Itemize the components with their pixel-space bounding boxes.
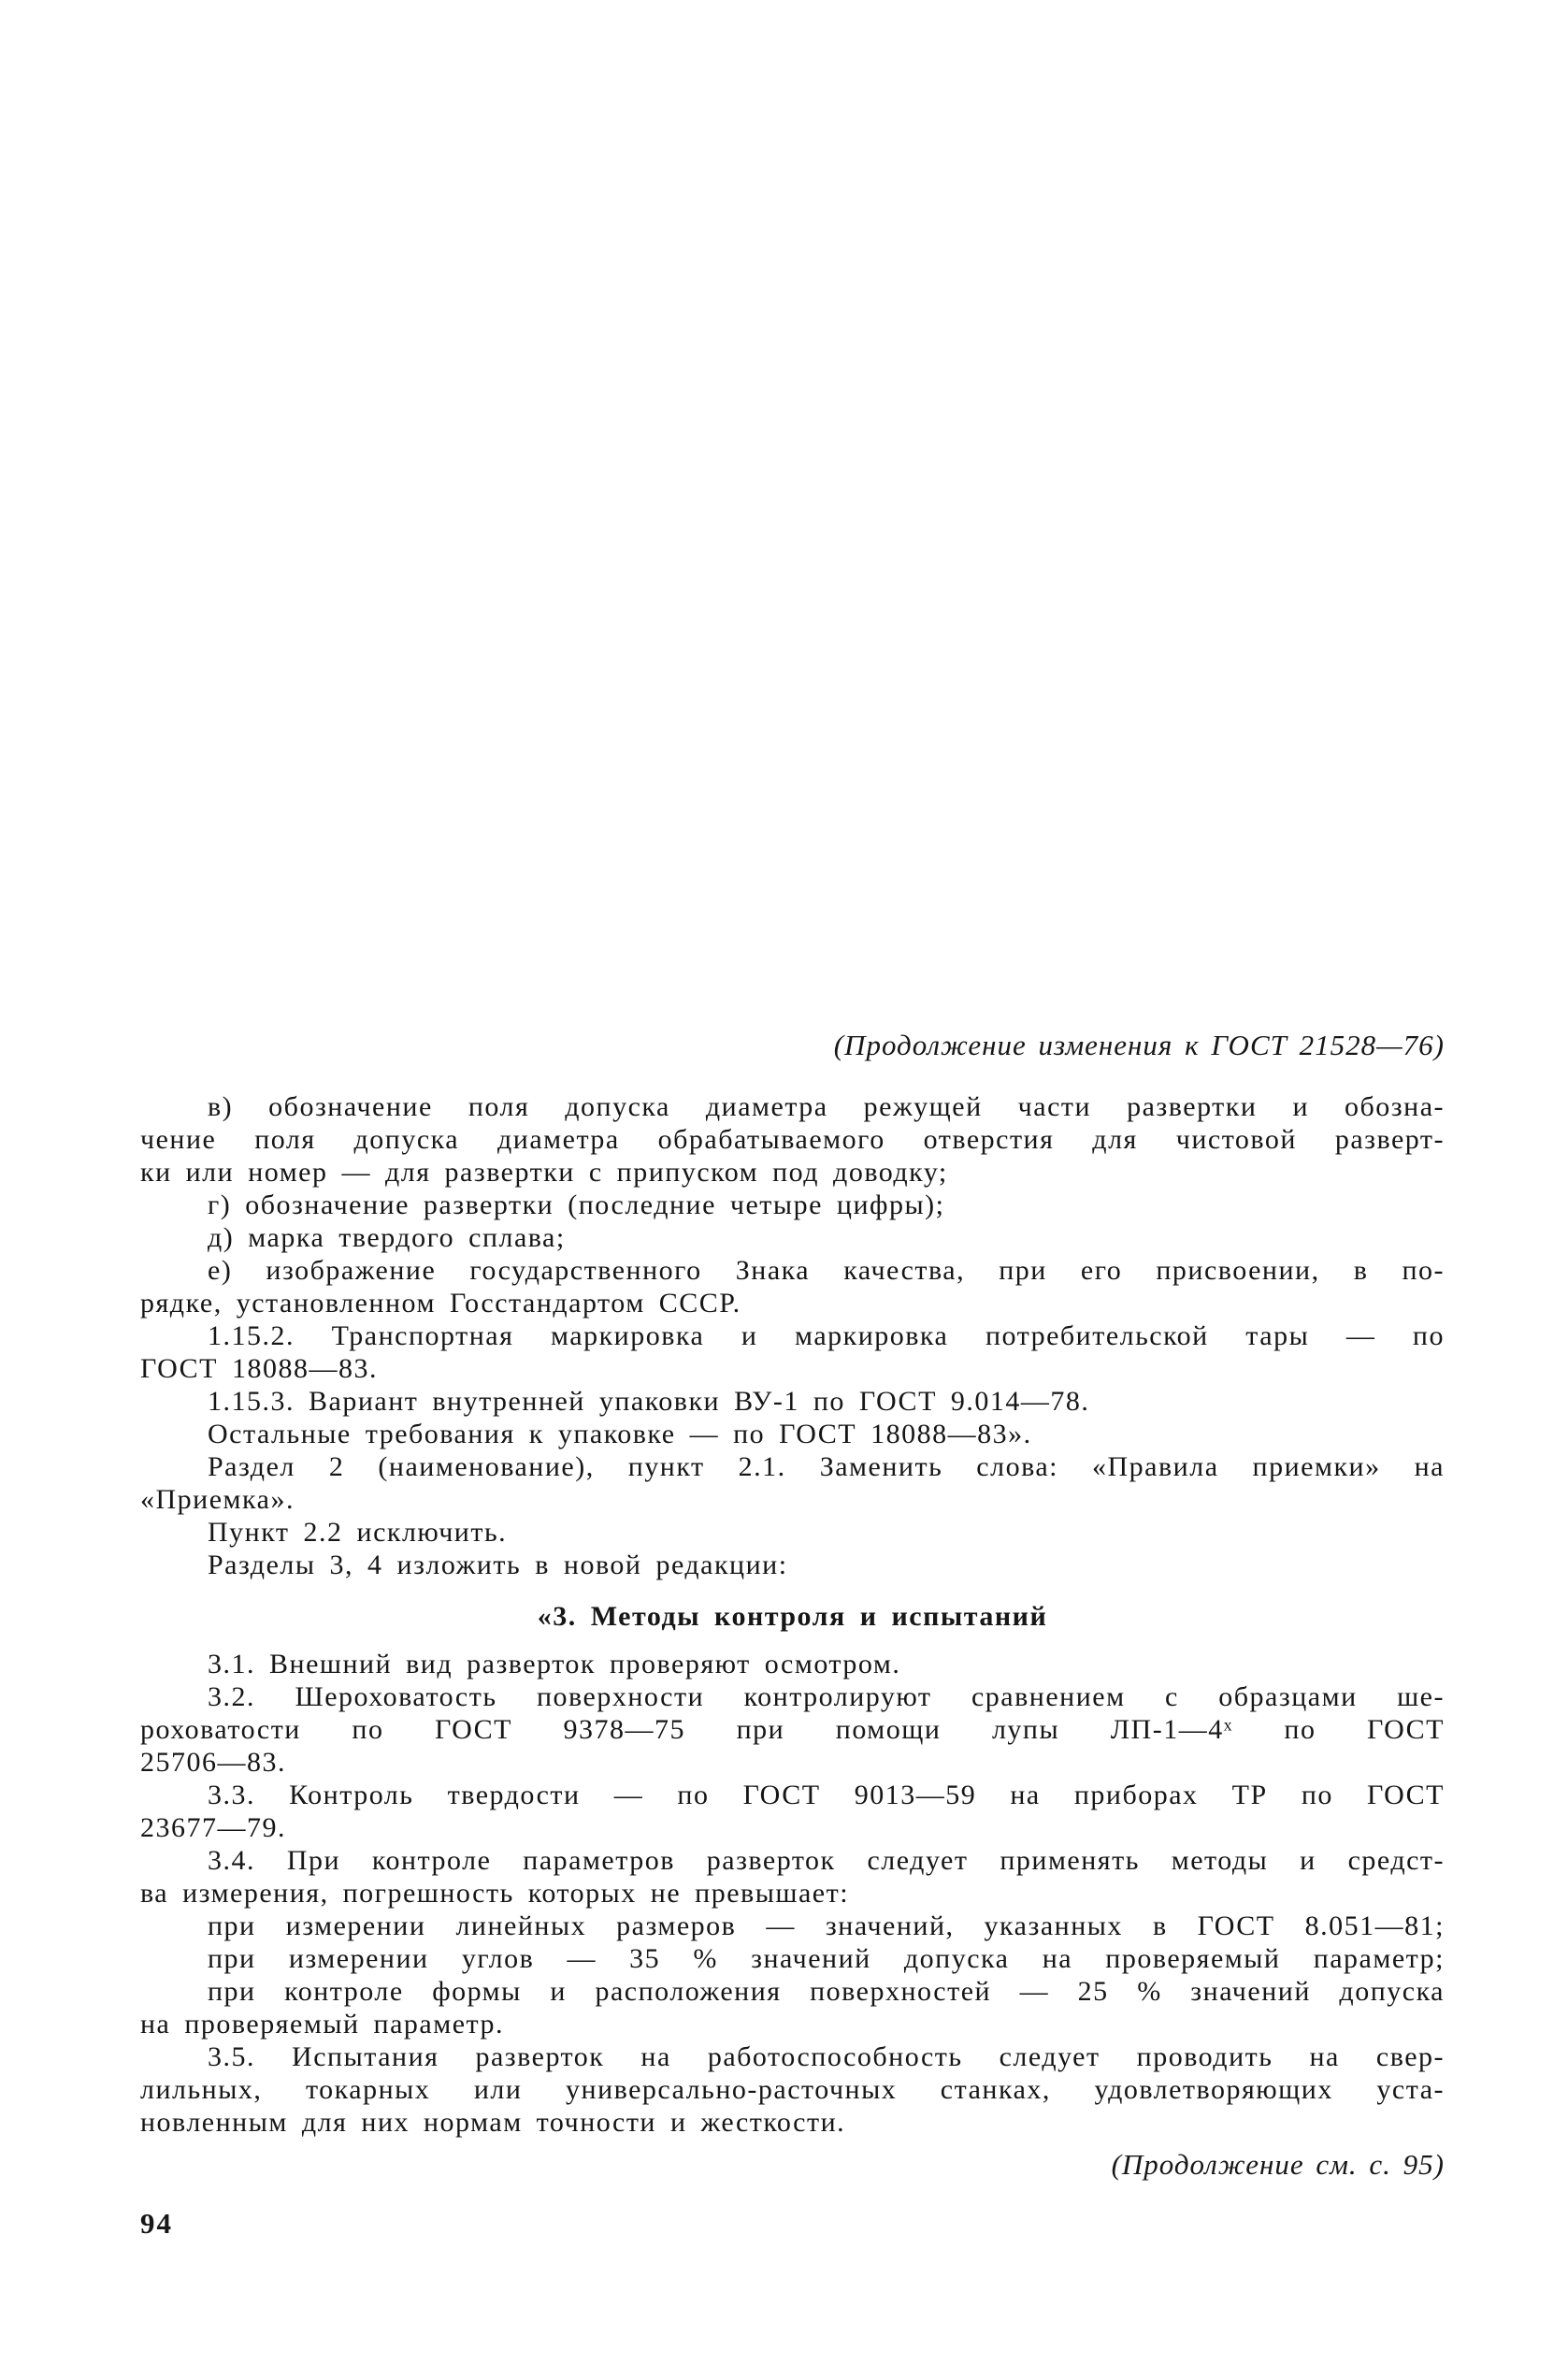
text-line: 25706—83. — [140, 1747, 286, 1778]
text-line: Остальные требования к упаковке — по ГОСТ 18088—83». — [208, 1419, 1032, 1449]
text-line: при измерении линейных размеров — значений, указанных в ГОСТ 8.051—81; — [208, 1910, 1445, 1941]
continuation-footer-note: (Продолжение см. с. 95) — [1111, 2148, 1445, 2181]
section-heading: «3. Методы контроля и испытаний — [537, 1601, 1048, 1632]
text-line: 3.5. Испытания разверток на работоспособность следует проводить на свер- — [208, 2041, 1445, 2072]
text-line: г) обозначение развертки (последние четыре цифры); — [208, 1189, 945, 1220]
text-line: д) марка твердого сплава; — [208, 1222, 566, 1253]
text-line: 1.15.3. Вариант внутренней упаковки ВУ-1 по ГОСТ 9.014—78. — [208, 1386, 1090, 1417]
text-line: в) обозначение поля допуска диаметра режущей части развертки и обозна- — [208, 1091, 1445, 1122]
text-line: ГОСТ 18088—83. — [140, 1353, 378, 1384]
text-line: Раздел 2 (наименование), пункт 2.1. Заменить слова: «Правила приемки» на — [208, 1451, 1445, 1482]
text-block — [140, 1027, 1445, 2184]
text-line: 3.2. Шероховатость поверхности контролируют сравнением с образцами ше- — [208, 1681, 1445, 1712]
text-line: 23677—79. — [140, 1812, 286, 1843]
text-line: Разделы 3, 4 изложить в новой редакции: — [208, 1550, 788, 1580]
text-line: новленным для них нормам точности и жесткости. — [140, 2107, 846, 2138]
text-line: е) изображение государственного Знака качества, при его присвоении, в по- — [208, 1255, 1445, 1286]
text-line: чение поля допуска диаметра обрабатываемого отверстия для чистовой разверт- — [140, 1124, 1445, 1155]
text-line: на проверяемый параметр. — [140, 2009, 505, 2040]
text-line: 1.15.2. Транспортная маркировка и маркировка потребительской тары — по — [208, 1320, 1445, 1351]
text-line: 3.3. Контроль твердости — по ГОСТ 9013—59 на приборах ТР по ГОСТ — [208, 1780, 1445, 1810]
text-line: ки или номер — для развертки с припуском под доводку; — [140, 1157, 948, 1188]
text-line: роховатости по ГОСТ 9378—75 при помощи лупы ЛП-1—4ˣ по ГОСТ — [140, 1714, 1445, 1745]
text-line: «Приемка». — [140, 1484, 295, 1515]
page-number: 94 — [140, 2207, 173, 2240]
text-line: при измерении углов — 35 % значений допуска на проверяемый параметр; — [208, 1943, 1445, 1974]
continuation-header-note: (Продолжение изменения к ГОСТ 21528—76) — [833, 1029, 1445, 1061]
text-line: лильных, токарных или универсально-расточных станках, удовлетворяющих уста- — [140, 2074, 1445, 2105]
text-line: 3.4. При контроле параметров разверток следует применять методы и средст- — [208, 1845, 1445, 1876]
text-line: 3.1. Внешний вид разверток проверяют осмотром. — [208, 1649, 901, 1679]
text-line: рядке, установленном Госстандартом СССР. — [140, 1288, 741, 1319]
text-line: ва измерения, погрешность которых не превышает: — [140, 1878, 850, 1909]
text-line: Пункт 2.2 исключить. — [208, 1517, 508, 1548]
body-text — [140, 1090, 1445, 2139]
text-line: при контроле формы и расположения поверхностей — 25 % значений допуска — [208, 1976, 1445, 2007]
